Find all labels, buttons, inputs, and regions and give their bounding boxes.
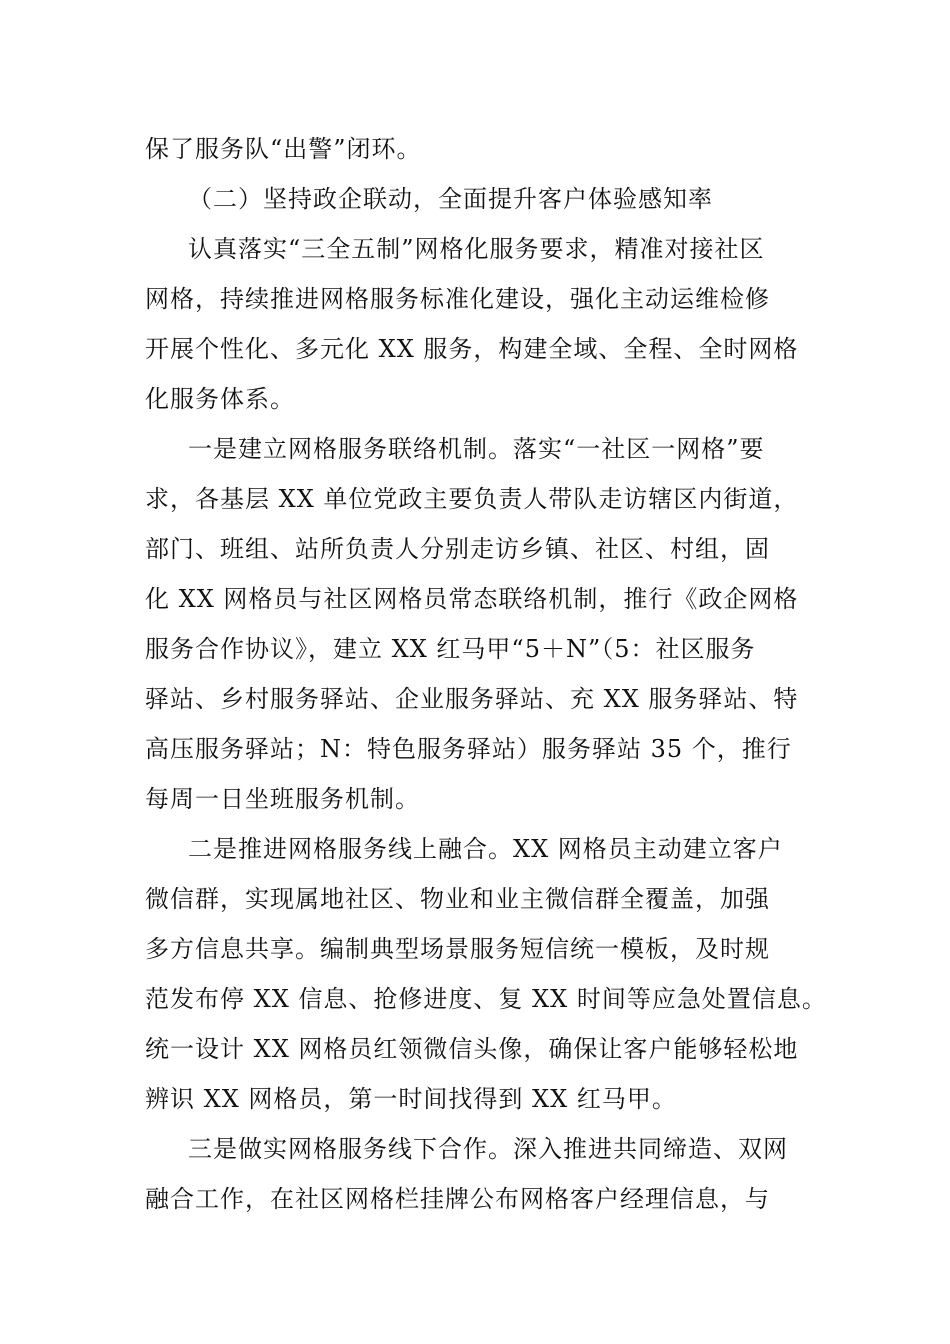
paragraph-start: 二是推进网格服务线上融合。XX 网格员主动建立客户 — [188, 835, 783, 863]
paragraph-start: 认真落实“三全五制”网格化服务要求，精准对接社区 — [188, 235, 765, 263]
text-line: 驿站、乡村服务驿站、企业服务驿站、充 XX 服务驿站、特 — [145, 685, 799, 713]
text-line: 服务合作协议》，建立 XX 红马甲“5＋N”（5：社区服务 — [145, 635, 756, 663]
text-line: 高压服务驿站；N：特色服务驿站）服务驿站 35 个，推行 — [145, 735, 792, 763]
text-line: 求，各基层 XX 单位党政主要负责人带队走访辖区内街道， — [145, 485, 799, 513]
text-line: 化服务体系。 — [145, 385, 295, 413]
text-line: 部门、班组、站所负责人分别走访乡镇、社区、村组，固 — [145, 535, 770, 563]
paragraph-start: 一是建立网格服务联络机制。落实“一社区一网格”要 — [188, 435, 765, 463]
text-line: 网格，持续推进网格服务标准化建设，强化主动运维检修 — [145, 285, 770, 313]
text-line: 保了服务队“出警”闭环。 — [145, 135, 422, 163]
text-line: 化 XX 网格员与社区网格员常态联络机制，推行《政企网格 — [145, 585, 799, 613]
text-line: 辨识 XX 网格员，第一时间找得到 XX 红马甲。 — [145, 1085, 677, 1113]
text-line: 范发布停 XX 信息、抢修进度、复 XX 时间等应急处置信息。 — [145, 985, 827, 1013]
section-heading: （二）坚持政企联动，全面提升客户体验感知率 — [188, 185, 713, 213]
text-line: 多方信息共享。编制典型场景服务短信统一模板，及时规 — [145, 935, 770, 963]
text-line: 开展个性化、多元化 XX 服务，构建全域、全程、全时网格 — [145, 335, 799, 363]
text-line: 微信群，实现属地社区、物业和业主微信群全覆盖，加强 — [145, 885, 770, 913]
text-line: 每周一日坐班服务机制。 — [145, 785, 420, 813]
paragraph-start: 三是做实网格服务线下合作。深入推进共同缔造、双网 — [188, 1135, 788, 1163]
text-line: 统一设计 XX 网格员红领微信头像，确保让客户能够轻松地 — [145, 1035, 799, 1063]
text-line: 融合工作，在社区网格栏挂牌公布网格客户经理信息，与 — [145, 1185, 770, 1213]
